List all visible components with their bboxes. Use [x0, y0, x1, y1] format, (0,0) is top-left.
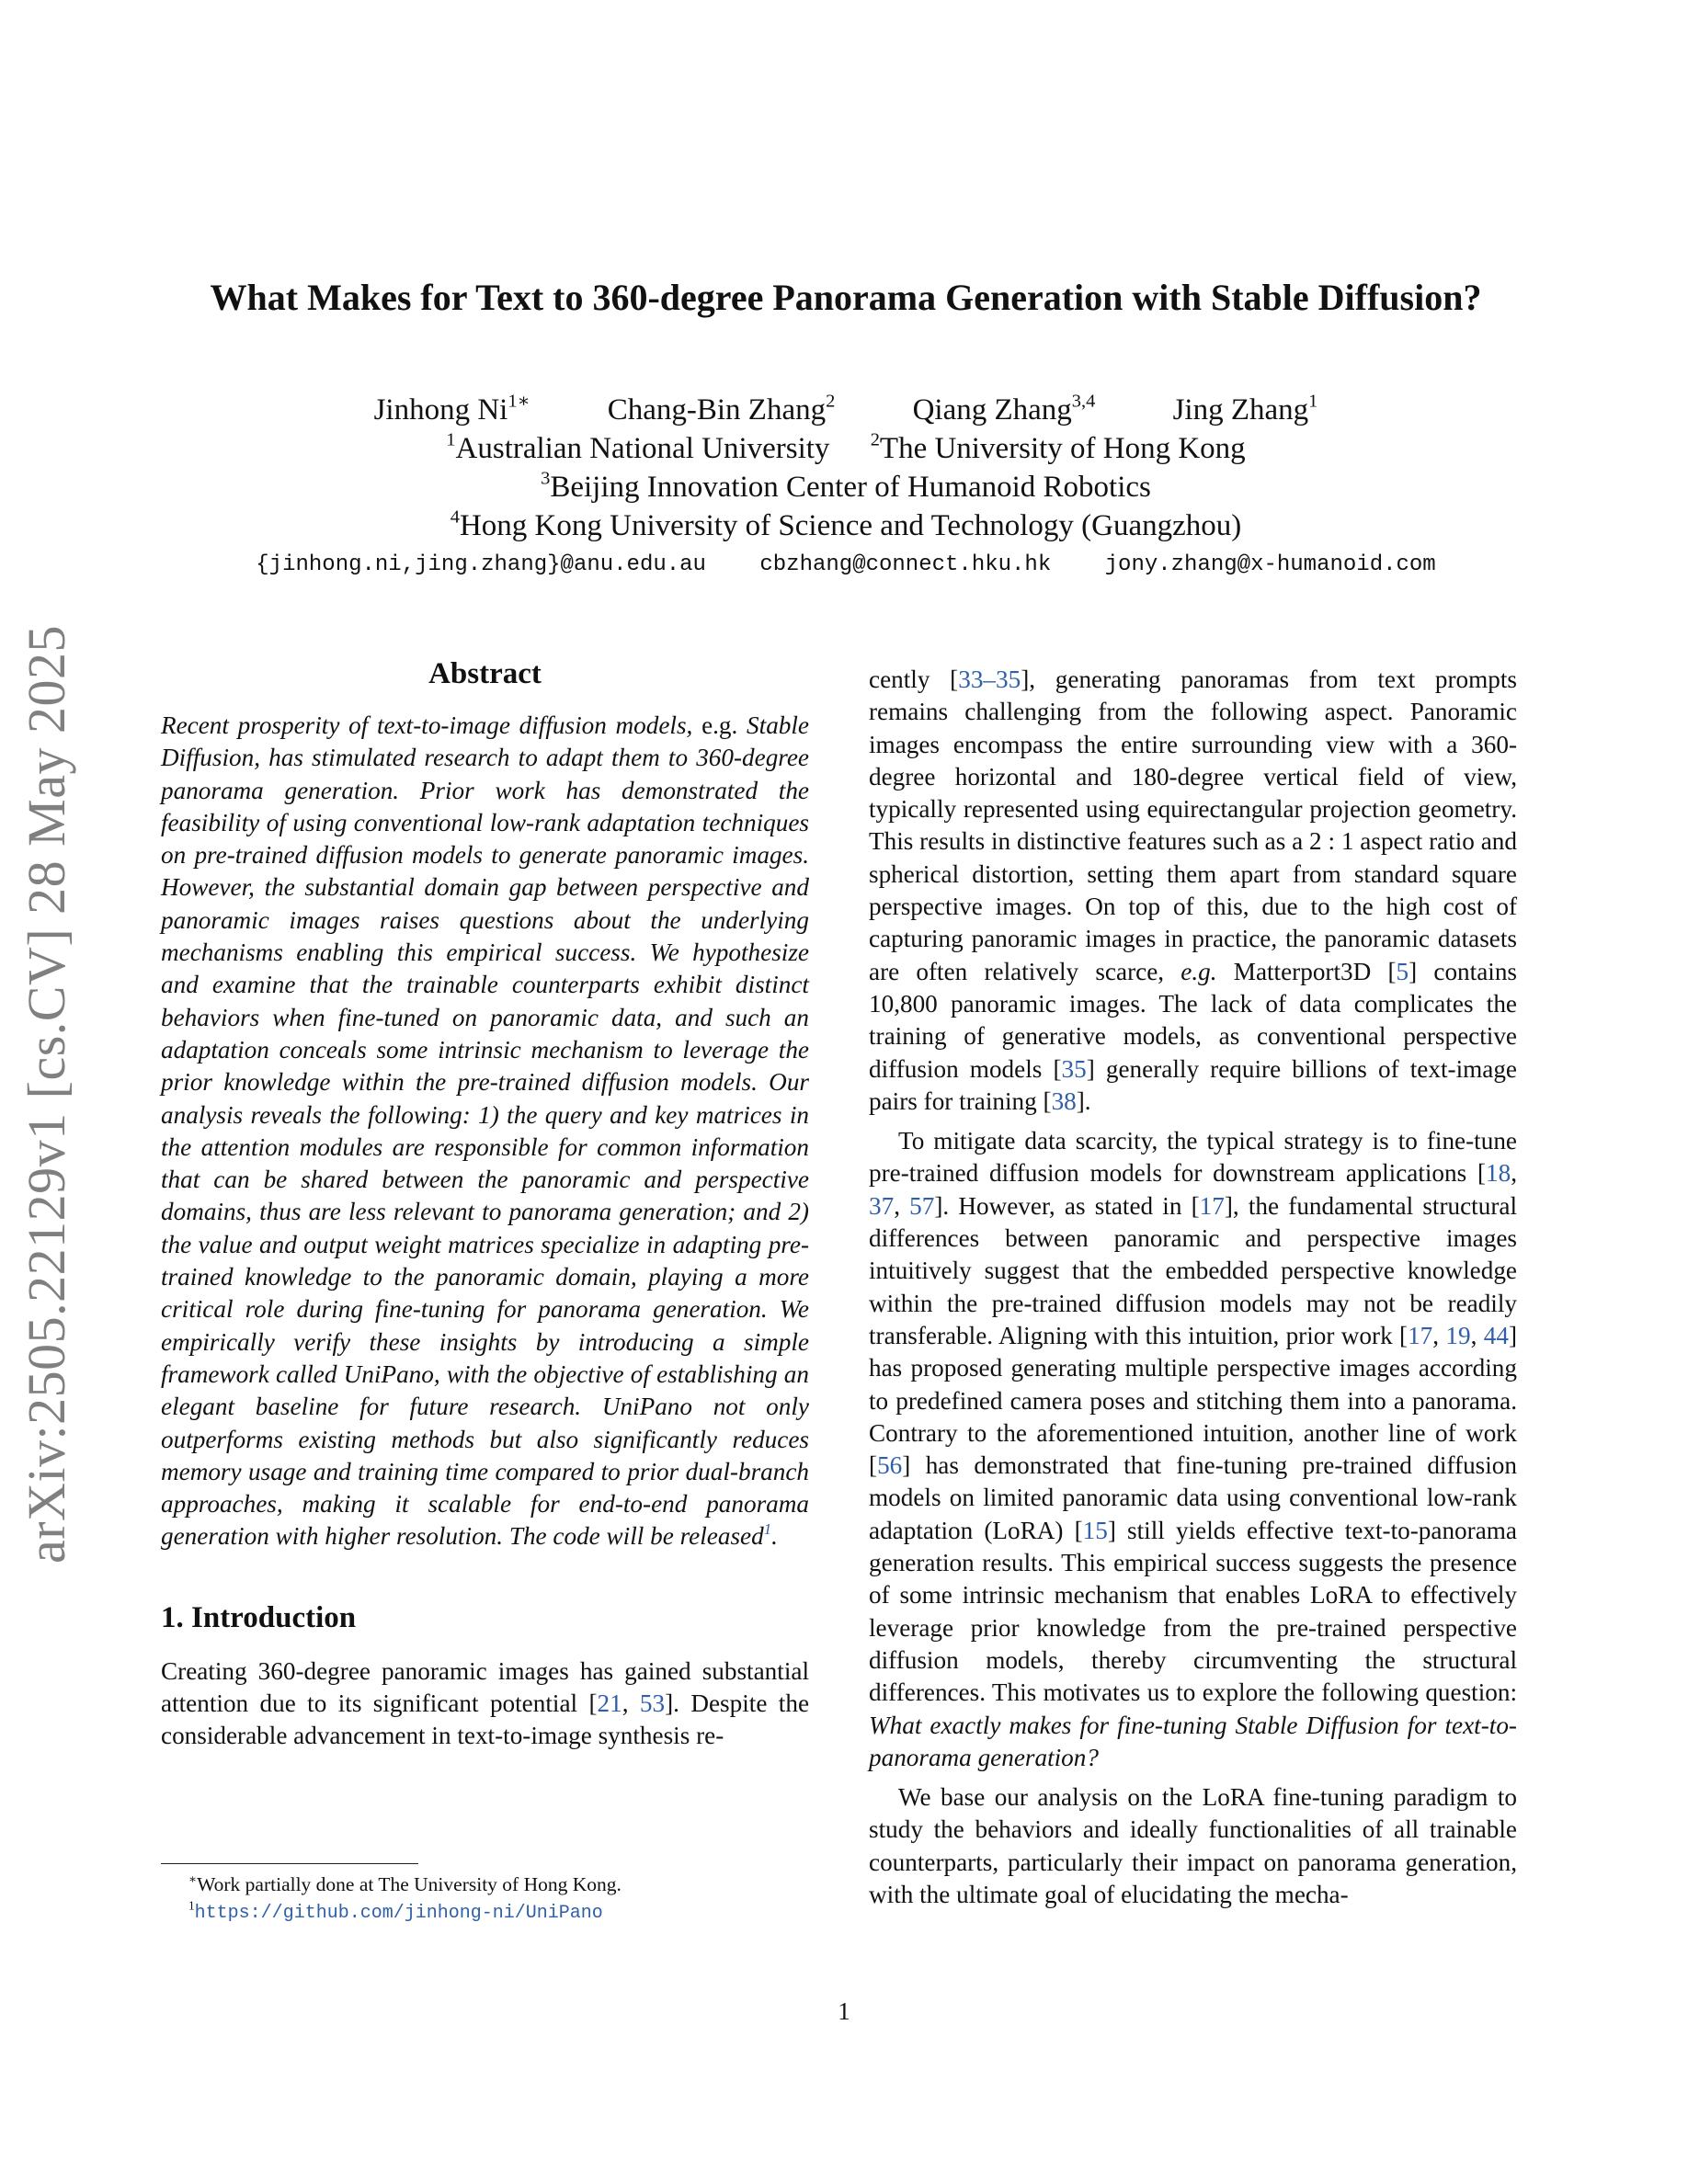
footnotes	[161, 1863, 809, 1927]
citation-link[interactable]: 5	[1396, 957, 1409, 985]
abstract-heading: Abstract	[428, 657, 542, 690]
citation-link[interactable]: 38	[1051, 1086, 1077, 1115]
citation-link[interactable]: 19	[1445, 1321, 1471, 1349]
citation-link[interactable]: 17	[1199, 1191, 1225, 1220]
email: {jinhong.ni,jing.zhang}@anu.edu.au	[256, 552, 706, 577]
right-column	[869, 664, 1517, 1911]
body-paragraph: To mitigate data scarcity, the typical strategy is to fine-tune pre-trained diffusion models for downstream applications [18, 37, 57]. However, as stated in [17], the fundamental structural differences between panoramic and perspective images intuitively suggest that the embedded perspective knowledge within the pre-trained diffusion models may not be readily transferable. Aligning with this intuition, prior work [17, 19, 44] has proposed generating multiple perspective images according to predefined camera poses and stitching them into a panorama. Contrary to the aforementioned intuition, another line of work [56] has demonstrated that fine-tuning pre-trained diffusion models on limited panoramic data using conventional low-rank adaptation (LoRA) [15] still yields effective text-to-panorama generation results. This empirical success suggests the presence of some intrinsic mechanism that enables LoRA to effectively leverage prior knowledge from the pre-trained perspective diffusion models, thereby circumventing the structural differences. This motivates us to explore the following question: What exactly makes for fine-tuning Stable Diffusion for text-to-panorama generation?	[869, 1127, 1518, 1771]
affiliation-row	[138, 468, 1554, 506]
affiliation: $^1$Australian National University	[446, 429, 830, 465]
arxiv-identifier-sidebar	[0, 597, 92, 1590]
citation-link[interactable]: 53	[639, 1689, 666, 1718]
author: Jinhong $Ni^{1∗}$	[373, 391, 530, 427]
research-question: What exactly makes for fine-tuning Stable Diffusion for text-to-panorama generation?	[869, 1711, 1517, 1771]
author-list	[138, 391, 1554, 429]
intro-paragraph: Creating 360-degree panoramic images has gained substantial attention due to its significant potential [21, 53]. Despite the considerable advancement in text-to-image synthesis re-	[161, 1656, 810, 1750]
arxiv-identifier-text: arXiv:2505.22129v1 [cs.CV] 28 May 2025	[16, 624, 76, 1564]
citation-link[interactable]: 33–35	[958, 665, 1021, 693]
citation-link[interactable]: 17	[1408, 1321, 1433, 1349]
left-column	[161, 657, 809, 1753]
affiliation-row	[138, 506, 1554, 545]
body-paragraph: cently [33–35], generating panoramas from text prompts remains challenging from the following aspect. Panoramic images encompass the entire surrounding view with a 360-degree horizontal and 180-degree vertical field of view, typically represented using equirectangular projection geometry. This results in distinctive features such as a 2 : 1 aspect ratio and spherical distortion, setting them apart from standard square perspective images. On top of this, due to the high cost of capturing panoramic images in practice, the panoramic datasets are often relatively scarce, e.g. Matterport3D [5] contains 10,800 panoramic images. The lack of data complicates the training of generative models, as conventional perspective diffusion models [35] generally require billions of text-image pairs for training [38].	[869, 665, 1517, 1115]
affiliation-row	[138, 429, 1554, 468]
footnote-divider	[161, 1863, 418, 1864]
page-number: 1	[838, 1997, 850, 2025]
citation-link[interactable]: 15	[1082, 1516, 1108, 1544]
footnote: $^1$https://github.com/jinhong-ni/UniPano	[188, 1898, 603, 1924]
citation-link[interactable]: 35	[1061, 1054, 1087, 1083]
citation-link[interactable]: 37	[869, 1191, 895, 1220]
footnote-link[interactable]: 1	[763, 1520, 772, 1539]
author: Chang-Bin Zhang$^2$	[607, 391, 836, 427]
author-block	[138, 391, 1554, 584]
citation-link[interactable]: 56	[877, 1451, 903, 1480]
abstract-text: Recent prosperity of text-to-image diffusion models, e.g. Stable Diffusion, has stimulated research to adapt them to 360-degree panorama generation. Prior work has demonstrated the feasibility of using conventional low-rank adaptation techniques on pre-trained diffusion models to generate panoramic images. However, the substantial domain gap between perspective and panoramic images raises questions about the underlying mechanisms enabling this empirical success. We hypothesize and examine that the trainable counterparts exhibit distinct behaviors when fine-tuned on panoramic data, and such an adaptation conceals some intrinsic mechanism to leverage the prior knowledge within the pre-trained diffusion models. Our analysis reveals the following: 1) the query and key matrices in the attention modules are responsible for common information that can be shared between the panoramic and perspective domains, thus are less relevant to panorama generation; and 2) the value and output weight matrices specialize in adapting pre-trained knowledge to the panoramic domain, playing a more critical role during fine-tuning for panorama generation. We empirically verify these insights by introducing a simple framework called UniPano, with the objective of establishing an elegant baseline for future research. UniPano not only outperforms existing methods but also significantly reduces memory usage and training time compared to prior dual-branch approaches, making it scalable for end-to-end panorama generation with higher resolution. The code will be released$^1$.	[161, 711, 810, 1551]
affiliation: $^2$The University of Hong Kong	[870, 429, 1246, 465]
code-url-link[interactable]: https://github.com/jinhong-ni/UniPano	[194, 1903, 603, 1924]
citation-link[interactable]: 18	[1486, 1159, 1511, 1188]
body-paragraph: We base our analysis on the LoRA fine-tuning paradigm to study the behaviors and ideally functionalities of all trainable counterparts, particularly their impact on panorama generation, with the ultimate goal of elucidating the mecha-	[869, 1783, 1517, 1908]
section-heading-introduction: 1. Introduction	[161, 1600, 357, 1634]
citation-link[interactable]: 44	[1483, 1321, 1509, 1349]
affiliation: $^4$Hong Kong University of Science and Technology (Guangzhou)	[450, 506, 1242, 542]
email-row	[138, 547, 1554, 584]
email: jony.zhang@x-humanoid.com	[1104, 552, 1436, 577]
paper-title: What Makes for Text to 360-degree Panorama Generation with Stable Diffusion?	[210, 277, 1482, 318]
author: Qiang Zhang$^{3,4}$	[912, 391, 1096, 427]
citation-link[interactable]: 57	[909, 1191, 935, 1220]
citation-link[interactable]: 21	[597, 1689, 622, 1718]
footnote: ∗Work partially done at The University of Hong Kong.	[188, 1871, 622, 1895]
email: cbzhang@connect.hku.hk	[759, 552, 1052, 577]
affiliation: $^3$Beijing Innovation Center of Humanoid Robotics	[541, 468, 1151, 504]
author: Jing Zhang$^1$	[1172, 391, 1318, 427]
